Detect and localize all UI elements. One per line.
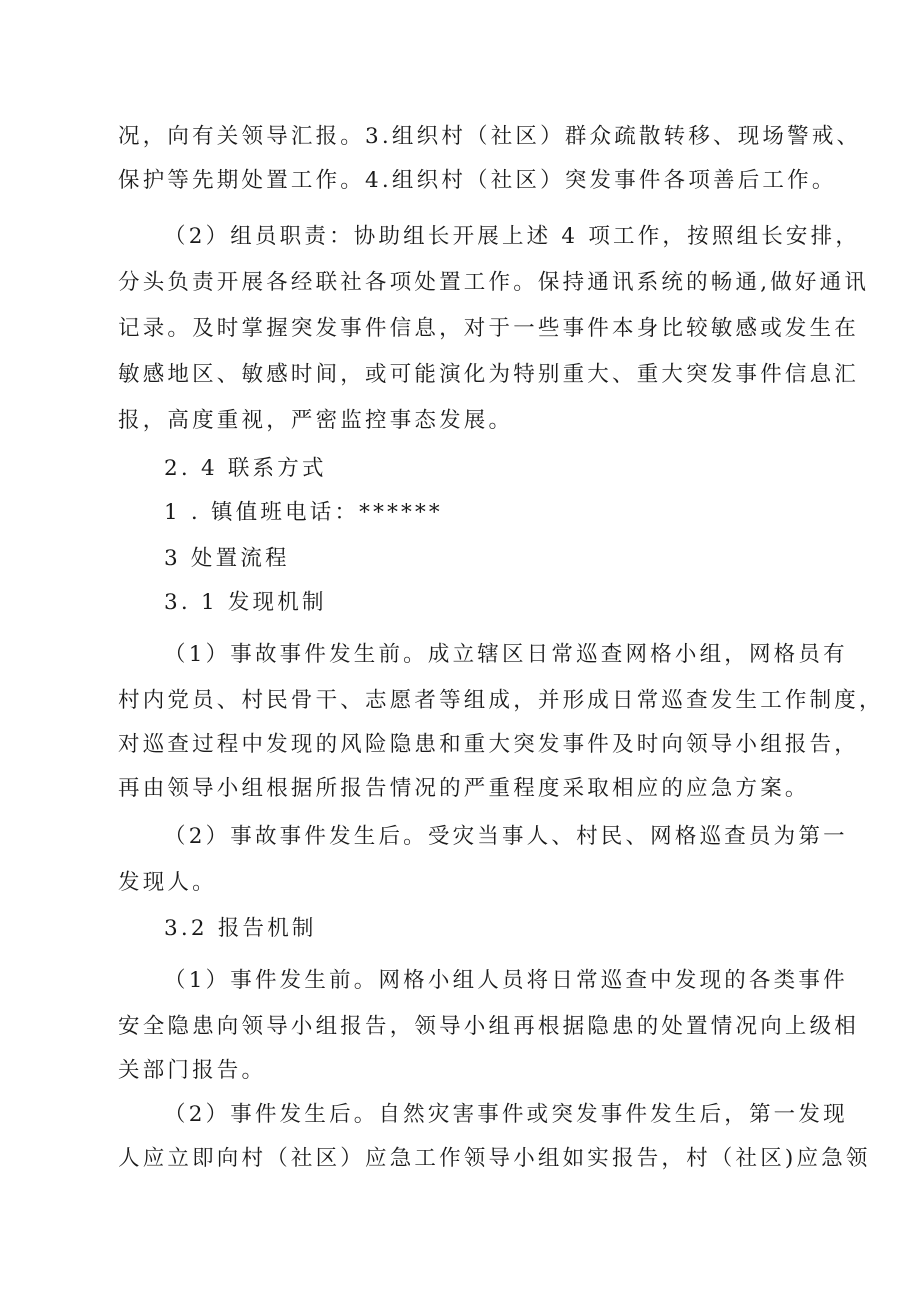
section-heading: 3. 1 发现机制: [164, 590, 327, 615]
body-text-line: 村内党员、村民骨干、志愿者等组成，并形成日常巡查发生工作制度，: [118, 688, 884, 713]
body-text-line: 敏感地区、敏感时间，或可能演化为特别重大、重大突发事件信息汇: [118, 362, 860, 387]
section-heading: 3.2 报告机制: [164, 916, 317, 941]
body-text-line: 对巡查过程中发现的风险隐患和重大突发事件及时向领导小组报告，: [118, 732, 860, 757]
body-text-line: 安全隐患向领导小组报告，领导小组再根据隐患的处置情况向上级相: [118, 1014, 860, 1039]
body-text-line: 分头负责开展各经联社各项处置工作。保持通讯系统的畅通,做好通讯: [118, 270, 870, 295]
body-text-line: （2）事故事件发生后。受灾当事人、村民、网格巡查员为第一: [164, 824, 848, 849]
body-text-line: 关部门报告。: [118, 1058, 267, 1083]
body-text-line: （2）组员职责：协助组长开展上述 4 项工作，按照组长安排，: [164, 224, 861, 249]
section-heading: 2. 4 联系方式: [164, 456, 327, 481]
section-heading: 3 处置流程: [164, 546, 290, 571]
body-text-line: （2）事件发生后。自然灾害事件或突发事件发生后，第一发现: [164, 1102, 848, 1127]
duty-phone-text: 1 . 镇值班电话：******: [164, 500, 443, 525]
body-text-line: （1）事件发生前。网格小组人员将日常巡查中发现的各类事件: [164, 968, 848, 993]
body-text-line: 保护等先期处置工作。4.组织村（社区）突发事件各项善后工作。: [118, 168, 837, 193]
body-text-line: 再由领导小组根据所报告情况的严重程度采取相应的应急方案。: [118, 776, 810, 801]
body-text-line: 况，向有关领导汇报。3.组织村（社区）群众疏散转移、现场警戒、: [118, 124, 862, 149]
body-text-line: 报，高度重视，严密监控事态发展。: [118, 408, 514, 433]
body-text-line: 记录。及时掌握突发事件信息，对于一些事件本身比较敏感或发生在: [118, 316, 860, 341]
body-text-line: 发现人。: [118, 870, 217, 895]
body-text-line: 人应立即向村（社区）应急工作领导小组如实报告，村（社区)应急领: [118, 1146, 871, 1171]
body-text-line: （1）事故事件发生前。成立辖区日常巡查网格小组，网格员有: [164, 642, 848, 667]
